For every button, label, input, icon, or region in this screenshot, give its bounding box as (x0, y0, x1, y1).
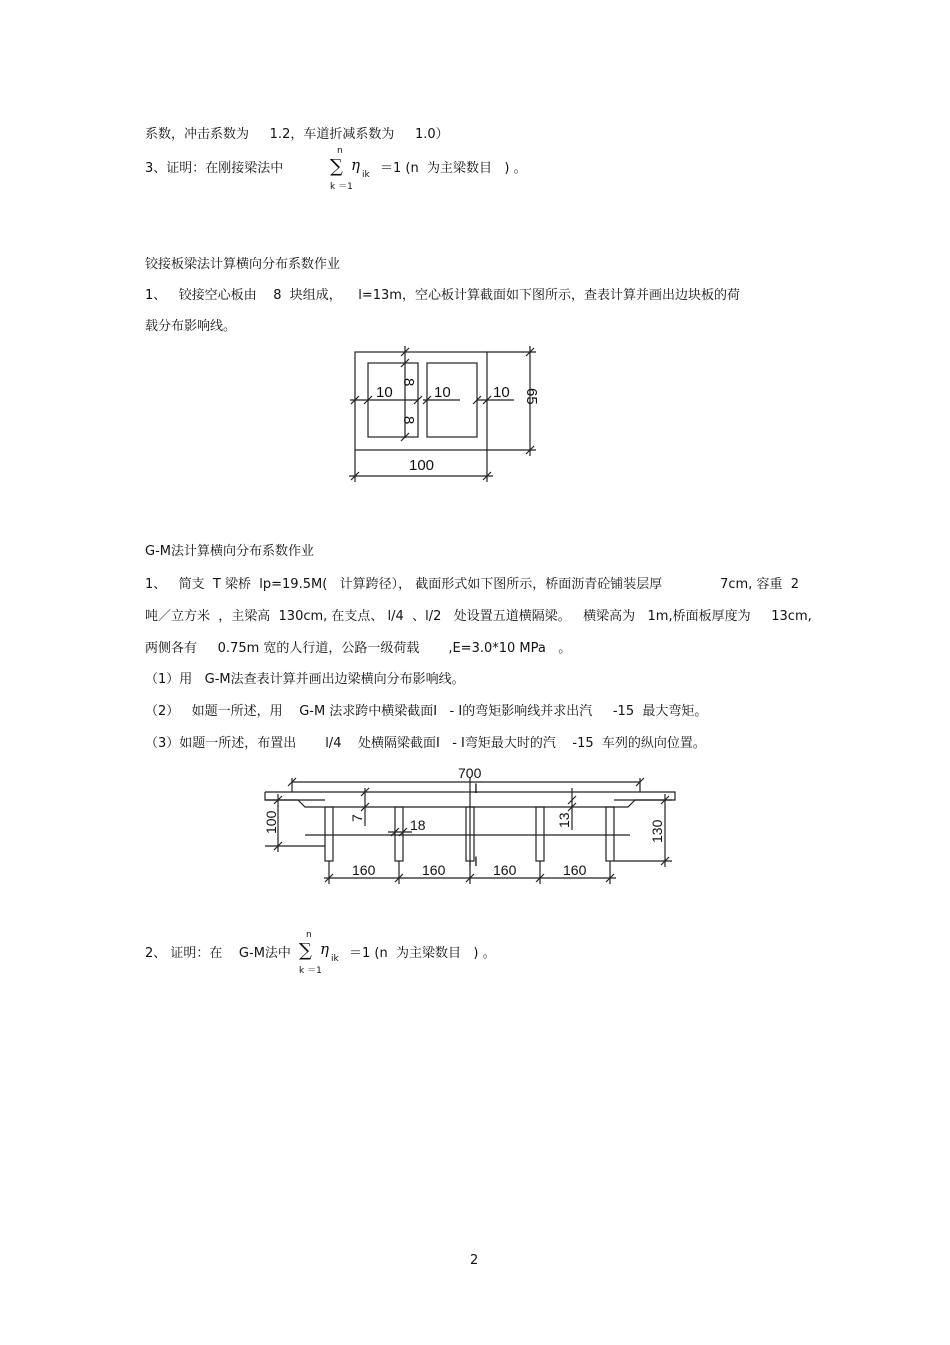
eta-subscript: ik (362, 170, 370, 180)
dim-label: 100 (263, 810, 279, 834)
dim-label: 10 (493, 384, 510, 401)
sum-upper: n (337, 146, 343, 156)
dim-label: 130 (649, 819, 665, 843)
text-gm-problem-3: 两侧各有 0.75m 宽的人行道，公路一级荷载 ,E=3.0*10 MPa 。 (145, 641, 572, 656)
text-line-coefficients: 系数，冲击系数为 1.2，车道折减系数为 1.0） (145, 127, 449, 142)
eta-symbol: η (320, 940, 329, 958)
page-number: 2 (470, 1253, 479, 1268)
dim-label: 7 (349, 814, 365, 822)
text-question-3: （3）如题一所述，布置出 l/4 处横隔梁截面Ⅰ - Ⅰ弯矩最大时的汽 -15 车列的纵向位置。 (145, 736, 706, 751)
dim-label: 10 (376, 384, 393, 401)
sum-lower: k ＝1 (330, 182, 353, 192)
dim-label: 100 (409, 457, 435, 474)
section-mark-top: I (474, 780, 478, 796)
section-heading-hinged: 铰接板梁法计算横向分布系数作业 (145, 257, 341, 272)
dim-label: 18 (410, 817, 426, 833)
text-hinged-problem-1: 1、 铰接空心板由 8 块组成， l=13m，空心板计算截面如下图所示，查表计算并画出边块板的荷 (145, 288, 740, 303)
dim-label: 160 (493, 862, 517, 878)
sum-symbol: ∑ (330, 156, 343, 177)
text-hinged-problem-2: 载分布影响线。 (145, 319, 237, 334)
dim-label: 160 (352, 862, 376, 878)
dim-label: 700 (458, 765, 482, 781)
sum-lower: k ＝1 (299, 966, 322, 976)
text-proof-gm-intro: 2、 证明：在 G-M法中 (145, 946, 291, 961)
sum-upper: n (306, 930, 312, 940)
eta-subscript: ik (331, 954, 339, 964)
dim-label: 160 (422, 862, 446, 878)
dim-label: 8 (400, 378, 417, 387)
section-mark-bottom: I (474, 853, 478, 869)
dim-label: 10 (434, 384, 451, 401)
section-heading-gm: G-M法计算横向分布系数作业 (145, 544, 314, 559)
text-proof-gm-end: ＝1 (n 为主梁数目 ) 。 (349, 946, 496, 961)
text-gm-problem-1: 1、 简支 T 梁桥 lp=19.5M( 计算跨径）， 截面形式如下图所示，桥面沥青砼铺装层厚 7cm, 容重 2 (145, 577, 800, 592)
text-gm-problem-2: 吨／立方米 ，主梁高 130cm, 在支点、 l/4 、l/2 处设置五道横隔梁。 横梁高为 1m,桥面板厚度为 13cm, (145, 609, 812, 624)
dim-label: 8 (400, 416, 417, 425)
dim-label: 160 (563, 862, 587, 878)
dim-label: 13 (556, 812, 572, 828)
text-question-2: （2） 如题一所述，用 G-M 法求跨中横梁截面Ⅰ - Ⅰ的弯矩影响线并求出汽 -15 最大弯矩。 (145, 704, 708, 719)
sum-symbol: ∑ (299, 940, 312, 961)
text-question-1: （1）用 G-M法查表计算并画出边梁横向分布影响线。 (145, 672, 465, 687)
dim-label: 65 (523, 388, 540, 405)
text-proof-rigid-end: ＝1 (n 为主梁数目 ) 。 (380, 161, 527, 176)
eta-symbol: η (351, 156, 360, 174)
text-proof-rigid-intro: 3、证明：在刚接梁法中 (145, 161, 284, 176)
